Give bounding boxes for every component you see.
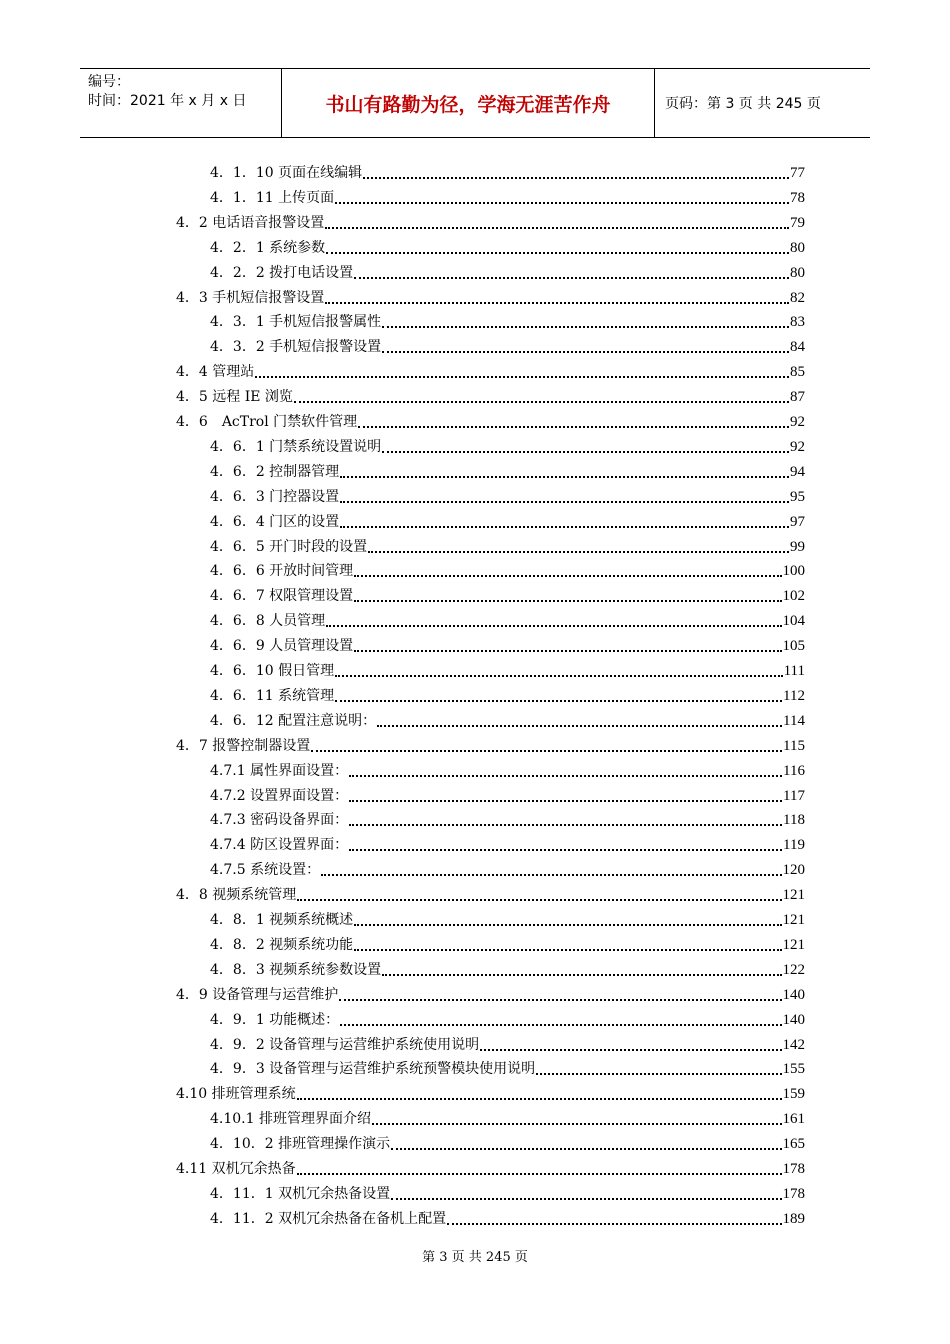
toc-entry-page: 159 [782,1086,805,1103]
toc-leader-dots [297,1098,782,1100]
toc-entry-page: 115 [783,737,805,754]
toc-entry[interactable] [210,557,805,581]
toc-leader-dots [382,326,789,328]
toc-entry-title: 4．6．2 控制器管理 [210,463,340,480]
toc-leader-dots [363,177,789,179]
toc-entry[interactable] [210,782,805,806]
toc-entry[interactable] [210,1031,805,1055]
toc-leader-dots [340,501,789,503]
toc-leader-dots [297,1173,782,1175]
toc-entry[interactable] [210,1180,805,1204]
toc-entry-title: 4．6．6 开放时间管理 [210,563,354,580]
toc-entry-title: 4．9．2 设备管理与运营维护系统使用说明 [210,1036,480,1053]
toc-leader-dots [326,252,789,254]
toc-entry-title: 4．6．11 系统管理 [210,687,335,704]
toc-leader-dots [354,575,781,577]
toc-entry-page: 178 [782,1161,805,1177]
toc-entry[interactable] [210,582,805,606]
toc-leader-dots [382,351,789,353]
toc-entry-title: 4．11．2 双机冗余热备在备机上配置 [210,1210,447,1227]
toc-entry-page: 112 [783,687,805,704]
toc-entry-title: 4．8 视频系统管理 [176,887,297,904]
toc-entry-title: 4．6．5 开门时段的设置 [210,538,368,555]
toc-entry[interactable] [210,856,805,880]
toc-leader-dots [480,1049,781,1051]
toc-entry[interactable] [210,607,805,631]
toc-entry-title: 4．1．11 上传页面 [210,189,335,206]
toc-entry-title: 4．6．8 人员管理 [210,613,326,630]
toc-leader-dots [391,1198,781,1200]
toc-entry-title: 4．9 设备管理与运营维护 [176,986,339,1003]
toc-entry[interactable] [210,956,805,980]
toc-leader-dots [311,750,782,752]
toc-entry-title: 4．3 手机短信报警设置 [176,289,325,306]
toc-entry-title: 4．6．12 配置注意说明： [210,712,377,729]
toc-entry[interactable] [210,458,805,482]
toc-leader-dots [340,1024,781,1026]
toc-entry-page: 100 [782,563,805,580]
toc-entry[interactable] [210,831,805,855]
toc-entry-title: 4．3．2 手机短信报警设置 [210,339,382,356]
toc-entry-title: 4．2 电话语音报警设置 [176,214,325,231]
toc-entry-page: 80 [790,264,805,281]
toc-entry[interactable] [176,1155,805,1179]
toc-entry-title: 4．9．1 功能概述： [210,1011,340,1028]
toc-entry[interactable] [176,284,805,308]
toc-leader-dots [325,302,789,304]
toc-entry-title: 4．10．2 排班管理操作演示 [210,1136,391,1153]
toc-leader-dots [335,700,782,702]
document-time-label: 时间：2021 年 x 月 x 日 [88,93,247,109]
header-left-cell [80,69,282,137]
toc-entry-page: 87 [790,389,805,406]
toc-entry[interactable] [210,707,805,731]
toc-entry-page: 140 [782,986,805,1003]
toc-entry-title: 4．8．3 视频系统参数设置 [210,961,382,978]
toc-entry[interactable] [210,931,805,955]
toc-entry-title: 4．6．1 门禁系统设置说明 [210,438,382,455]
toc-leader-dots [340,526,789,528]
toc-entry-page: 119 [783,837,805,854]
toc-leader-dots [326,625,781,627]
toc-leader-dots [335,202,789,204]
toc-entry[interactable] [210,906,805,930]
toc-entry-page: 105 [782,638,805,655]
toc-entry-title: 4．4 管理站 [176,364,255,381]
toc-entry[interactable] [210,1205,805,1229]
toc-entry[interactable] [210,234,805,258]
toc-entry-title: 4.7.2 设置界面设置： [210,787,349,804]
toc-entry-page: 189 [782,1210,805,1227]
toc-entry-page: 97 [790,513,805,530]
toc-entry[interactable] [176,209,805,233]
toc-entry[interactable] [210,1006,805,1030]
toc-entry[interactable] [210,184,805,208]
toc-entry-title: 4．6．7 权限管理设置 [210,588,354,605]
toc-entry-title: 4．9．3 设备管理与运营维护系统预警模块使用说明 [210,1061,536,1078]
toc-leader-dots [354,650,781,652]
toc-entry[interactable] [176,408,805,432]
toc-entry-page: 102 [782,588,805,605]
toc-leader-dots [354,277,789,279]
toc-entry[interactable] [176,881,805,905]
toc-entry[interactable] [210,657,805,681]
toc-leader-dots [354,924,781,926]
toc-entry[interactable] [210,308,805,332]
toc-entry-page: 92 [790,414,805,430]
toc-entry[interactable] [210,632,805,656]
toc-entry-page: 121 [782,936,805,953]
toc-entry-title: 4.11 双机冗余热备 [176,1161,296,1177]
toc-entry-page: 111 [783,663,805,679]
toc-entry-page: 95 [790,488,805,505]
toc-entry-title: 4．1．10 页面在线编辑 [210,165,363,181]
toc-leader-dots [354,600,781,602]
toc-leader-dots [391,1148,781,1150]
toc-entry-page: 77 [790,165,805,181]
toc-entry-page: 178 [782,1185,805,1202]
toc-entry[interactable] [176,383,805,407]
toc-entry[interactable] [210,159,805,183]
toc-entry-title: 4．6．3 门控器设置 [210,488,340,505]
toc-entry-page: 142 [782,1036,805,1053]
toc-entry-title: 4.7.1 属性界面设置： [210,762,349,779]
toc-leader-dots [294,401,789,403]
toc-entry-title: 4．2．2 拨打电话设置 [210,264,354,281]
toc-entry-page: 155 [782,1061,805,1078]
toc-entry-page: 99 [790,538,805,555]
toc-entry-title: 4．11．1 双机冗余热备设置 [210,1185,391,1202]
toc-entry-title: 4.7.3 密码设备界面： [210,812,349,829]
toc-leader-dots [377,725,782,727]
toc-entry[interactable] [210,533,805,557]
toc-entry-page: 78 [790,189,805,206]
toc-entry[interactable] [210,1105,805,1129]
toc-entry-page: 117 [783,787,805,804]
toc-entry-page: 161 [782,1111,805,1128]
toc-entry-page: 122 [782,961,805,978]
toc-leader-dots [382,451,789,453]
toc-entry[interactable] [210,1055,805,1079]
toc-entry-page: 83 [790,314,805,331]
toc-entry[interactable] [210,508,805,532]
toc-entry-title: 4.10 排班管理系统 [176,1086,296,1103]
toc-entry-page: 120 [782,862,805,879]
toc-leader-dots [349,824,782,826]
toc-entry[interactable] [210,259,805,283]
toc-entry-title: 4．8．1 视频系统概述 [210,912,354,928]
page-header [80,68,870,138]
toc-entry-page: 114 [783,712,805,729]
toc-entry-page: 165 [782,1136,805,1153]
toc-entry-page: 84 [790,339,805,356]
header-motto: 书山有路勤为径，学海无涯苦作舟 [282,69,655,137]
toc-entry[interactable] [176,981,805,1005]
toc-leader-dots [536,1073,781,1075]
toc-entry[interactable] [176,1080,805,1104]
toc-leader-dots [297,899,781,901]
toc-leader-dots [382,974,781,976]
toc-entry[interactable] [210,682,805,706]
toc-leader-dots [339,999,781,1001]
toc-entry-title: 4.7.5 系统设置： [210,862,321,879]
toc-leader-dots [358,426,789,428]
document-number-label: 编号： [88,74,130,90]
toc-entry-page: 121 [782,912,805,928]
toc-entry-page: 85 [790,364,805,381]
toc-entry[interactable] [176,732,805,756]
toc-leader-dots [349,849,782,851]
toc-leader-dots [349,775,782,777]
toc-entry-page: 121 [782,887,805,904]
toc-entry-page: 140 [782,1011,805,1028]
toc-entry[interactable] [210,433,805,457]
toc-leader-dots [335,675,783,677]
toc-entry-title: 4.7.4 防区设置界面： [210,837,349,854]
toc-entry-title: 4．6 AcTrol 门禁软件管理 [176,414,358,430]
toc-entry-title: 4．2．1 系统参数 [210,239,326,256]
toc-entry-title: 4．6．4 门区的设置 [210,513,340,530]
toc-leader-dots [340,476,789,478]
toc-leader-dots [349,800,782,802]
toc-leader-dots [255,376,789,378]
toc-entry-page: 94 [790,463,805,480]
toc-entry[interactable] [210,483,805,507]
toc-entry[interactable] [210,1130,805,1154]
toc-entry[interactable] [210,333,805,357]
header-page-info: 页码：第 3 页 共 245 页 [665,96,821,112]
toc-leader-dots [368,551,789,553]
toc-leader-dots [354,949,781,951]
toc-leader-dots [325,227,789,229]
toc-entry-title: 4．3．1 手机短信报警属性 [210,314,382,331]
toc-entry-title: 4．5 远程 IE 浏览 [176,389,293,406]
toc-entry[interactable] [210,757,805,781]
toc-entry-page: 116 [783,762,805,779]
toc-entry[interactable] [210,806,805,830]
toc-entry-page: 80 [790,239,805,256]
toc-entry-title: 4．8．2 视频系统功能 [210,936,354,953]
toc-entry-page: 118 [783,812,805,829]
toc-entry-title: 4．6．10 假日管理 [210,663,335,679]
toc-entry-title: 4.10.1 排班管理界面介绍 [210,1111,371,1128]
toc-entry-title: 4．6．9 人员管理设置 [210,638,354,655]
toc-leader-dots [447,1223,781,1225]
toc-entry-page: 82 [790,289,805,306]
toc-leader-dots [321,874,781,876]
page-footer: 第 3 页 共 245 页 [422,1250,528,1265]
toc-entry-page: 104 [782,613,805,630]
toc-leader-dots [372,1123,782,1125]
toc-entry-page: 92 [790,438,805,455]
toc-entry-title: 4．7 报警控制器设置 [176,737,311,754]
toc-entry-page: 79 [790,214,805,231]
toc-entry[interactable] [176,358,805,382]
